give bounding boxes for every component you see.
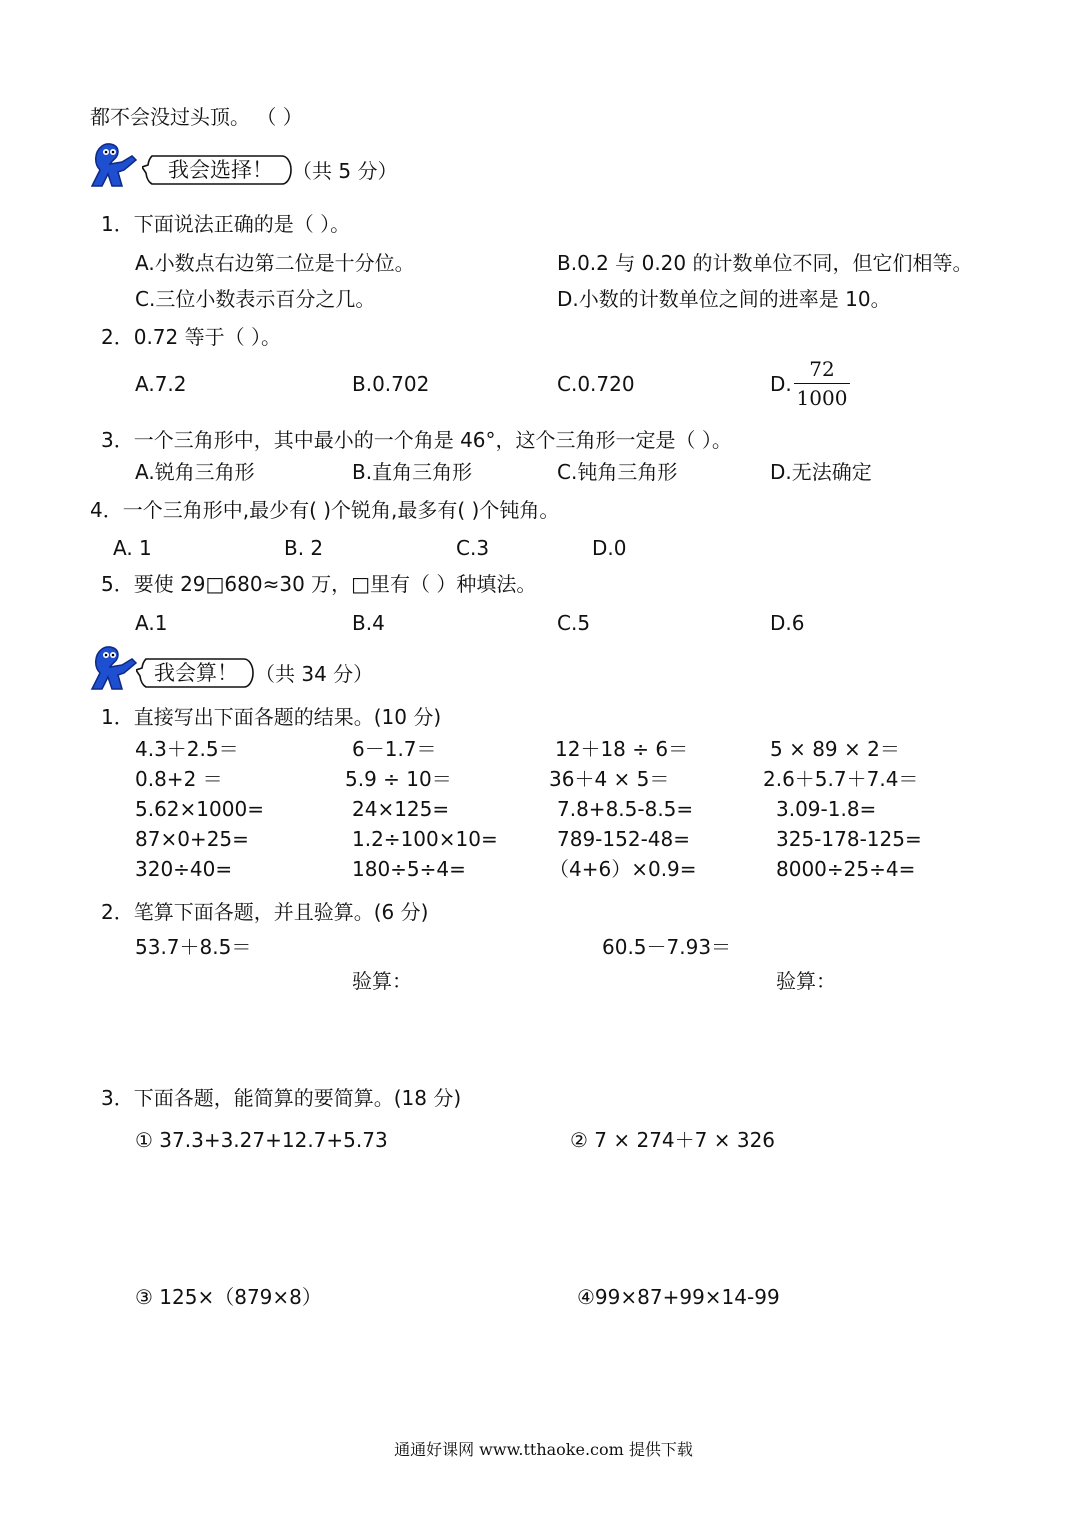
calc-q1-item: 2.6＋5.7＋7.4＝	[763, 767, 919, 791]
choice-q2-option-c: C.0.720	[557, 372, 635, 396]
calc-q3-problem-3: ③ 125×（879×8）	[135, 1285, 322, 1309]
calc-q2-check-label: 验算：	[352, 969, 412, 993]
calc-q1-item: 12＋18 ÷ 6＝	[555, 737, 689, 761]
choice-q2-option-a: A.7.2	[135, 372, 187, 396]
calc-q1-title: 1．直接写出下面各题的结果。(10 分)	[101, 705, 442, 729]
choice-q4-option-c: C.3	[456, 536, 490, 560]
calc-q2-check-label: 验算：	[776, 969, 836, 993]
section-choice-heading: 我会选择！	[168, 158, 273, 182]
calc-q1-item: 320÷40=	[135, 857, 233, 881]
choice-q1-option-b: B.0.2 与 0.20 的计数单位不同，但它们相等。	[557, 251, 973, 275]
choice-q3-stem: 3．一个三角形中，其中最小的一个角是 46°，这个三角形一定是（ ）。	[101, 428, 732, 452]
choice-q5-option-d: D.6	[770, 611, 805, 635]
calc-q1-item: 1.2÷100×10=	[352, 827, 498, 851]
choice-q3-option-b: B.直角三角形	[352, 460, 473, 484]
calc-q1-item: 325-178-125=	[776, 827, 922, 851]
calc-q3-problem-2: ② 7 × 274＋7 × 326	[570, 1128, 776, 1152]
calc-q2-title: 2．笔算下面各题，并且验算。(6 分)	[101, 900, 429, 924]
calc-q1-item: 180÷5÷4=	[352, 857, 466, 881]
fraction-bar	[794, 383, 850, 384]
calc-q1-item: 4.3＋2.5＝	[135, 737, 239, 761]
calc-q1-item: 6－1.7＝	[352, 737, 437, 761]
choice-q3-option-c: C.钝角三角形	[557, 460, 678, 484]
calc-q1-item: 3.09-1.8=	[776, 797, 877, 821]
choice-q3-option-d: D.无法确定	[770, 460, 872, 484]
calc-q2-problem-1: 53.7＋8.5＝	[135, 935, 252, 959]
choice-q1-option-d: D.小数的计数单位之间的进率是 10。	[557, 287, 891, 311]
choice-q3-option-a: A.锐角三角形	[135, 460, 255, 484]
choice-q2-option-d: D.	[770, 372, 792, 396]
calc-q3-title: 3．下面各题，能简算的要简算。(18 分)	[101, 1086, 462, 1110]
calc-q1-item: 5.62×1000=	[135, 797, 264, 821]
section-calc-heading: 我会算！	[154, 661, 238, 685]
calc-q3-problem-1: ① 37.3+3.27+12.7+5.73	[135, 1128, 388, 1152]
intro-line: 都不会没过头顶。 （ ）	[90, 105, 303, 129]
mascot-icon	[88, 142, 140, 188]
choice-q2-option-b: B.0.702	[352, 372, 430, 396]
calc-q3-problem-4: ④99×87+99×14-99	[577, 1285, 780, 1309]
choice-q4-option-b: B. 2	[284, 536, 324, 560]
fraction	[794, 357, 850, 410]
calc-q2-problem-2: 60.5－7.93＝	[602, 935, 732, 959]
mascot-icon	[88, 645, 140, 691]
choice-q4-stem: 4．一个三角形中,最少有( )个锐角,最多有( )个钝角。	[90, 498, 560, 522]
calc-q1-item: 8000÷25÷4=	[776, 857, 916, 881]
section-choice-points: （共 5 分）	[292, 159, 398, 183]
calc-q1-item: 5 × 89 × 2＝	[770, 737, 900, 761]
calc-q1-item: 7.8+8.5-8.5=	[557, 797, 694, 821]
choice-q1-stem: 1．下面说法正确的是（ ）。	[101, 212, 351, 236]
choice-q5-option-c: C.5	[557, 611, 591, 635]
section-calc-points: （共 34 分）	[255, 662, 374, 686]
choice-q5-stem: 5．要使 29□680≈30 万，□里有（ ）种填法。	[101, 572, 537, 596]
calc-q1-item: 36＋4 × 5＝	[549, 767, 670, 791]
choice-q2-stem: 2．0.72 等于（ ）。	[101, 325, 281, 349]
calc-q1-item: 87×0+25=	[135, 827, 249, 851]
calc-q1-item: （4+6）×0.9=	[549, 857, 697, 881]
choice-q5-option-b: B.4	[352, 611, 385, 635]
choice-q1-option-a: A.小数点右边第二位是十分位。	[135, 251, 415, 275]
page-footer: 通通好课网 www.tthaoke.com 提供下载	[394, 1440, 693, 1459]
calc-q1-item: 24×125=	[352, 797, 450, 821]
calc-q1-item: 0.8+2 ＝	[135, 767, 223, 791]
fraction-numerator: 72	[809, 357, 835, 381]
choice-q1-option-c: C.三位小数表示百分之几。	[135, 287, 376, 311]
calc-q1-item: 789-152-48=	[557, 827, 690, 851]
fraction-denominator: 1000	[796, 386, 848, 410]
choice-q4-option-a: A. 1	[113, 536, 152, 560]
choice-q4-option-d: D.0	[592, 536, 627, 560]
choice-q5-option-a: A.1	[135, 611, 168, 635]
calc-q1-item: 5.9 ÷ 10＝	[345, 767, 452, 791]
